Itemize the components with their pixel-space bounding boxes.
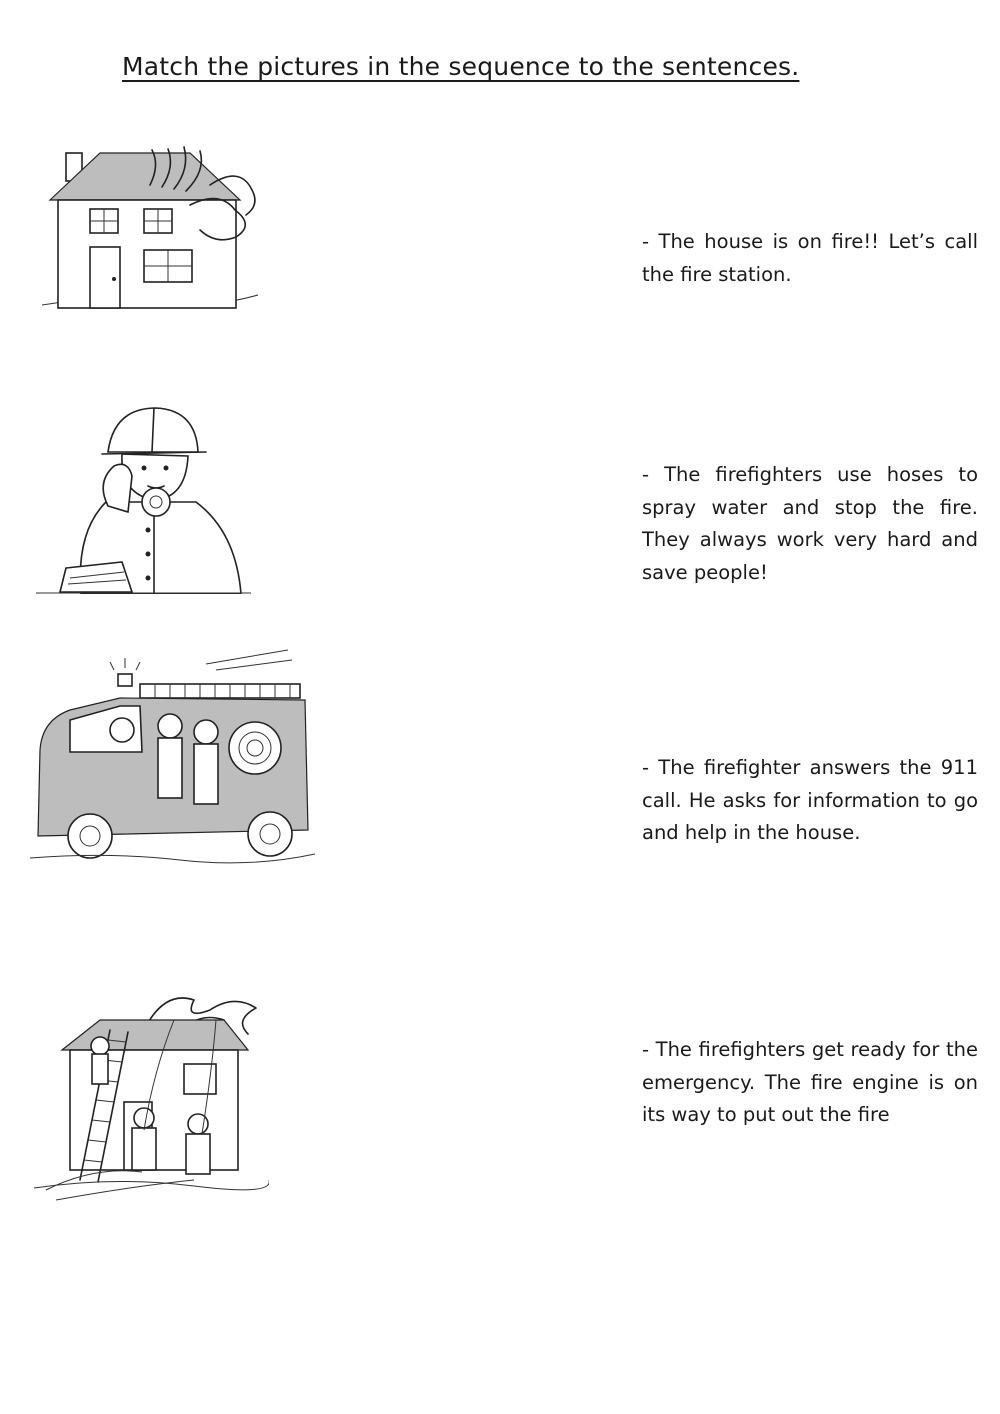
burning-house-icon bbox=[40, 145, 260, 320]
burning-house-picture bbox=[40, 145, 260, 320]
worksheet-title: Match the pictures in the sequence to the sentences. bbox=[122, 52, 800, 81]
sentence-4: - The firefighters get ready for the emergency. The fire engine is on its way to put out the fire bbox=[642, 1038, 978, 1127]
firefighter-phone-icon bbox=[36, 402, 251, 594]
sentence-3: - The firefighter answers the 911 call. He asks for information to go and help in the house. bbox=[642, 756, 978, 845]
fire-engine-icon bbox=[30, 640, 315, 872]
sentence-1: - The house is on fire!! Let’s call the fire station. bbox=[642, 230, 978, 286]
firefighters-hoses-picture bbox=[34, 990, 269, 1205]
firefighters-hoses-icon bbox=[34, 990, 269, 1205]
fire-engine-picture bbox=[30, 640, 315, 872]
sentence-2: - The firefighters use hoses to spray water and stop the fire. They always work very hard and save people! bbox=[642, 463, 978, 584]
firefighter-phone-picture bbox=[36, 402, 251, 594]
